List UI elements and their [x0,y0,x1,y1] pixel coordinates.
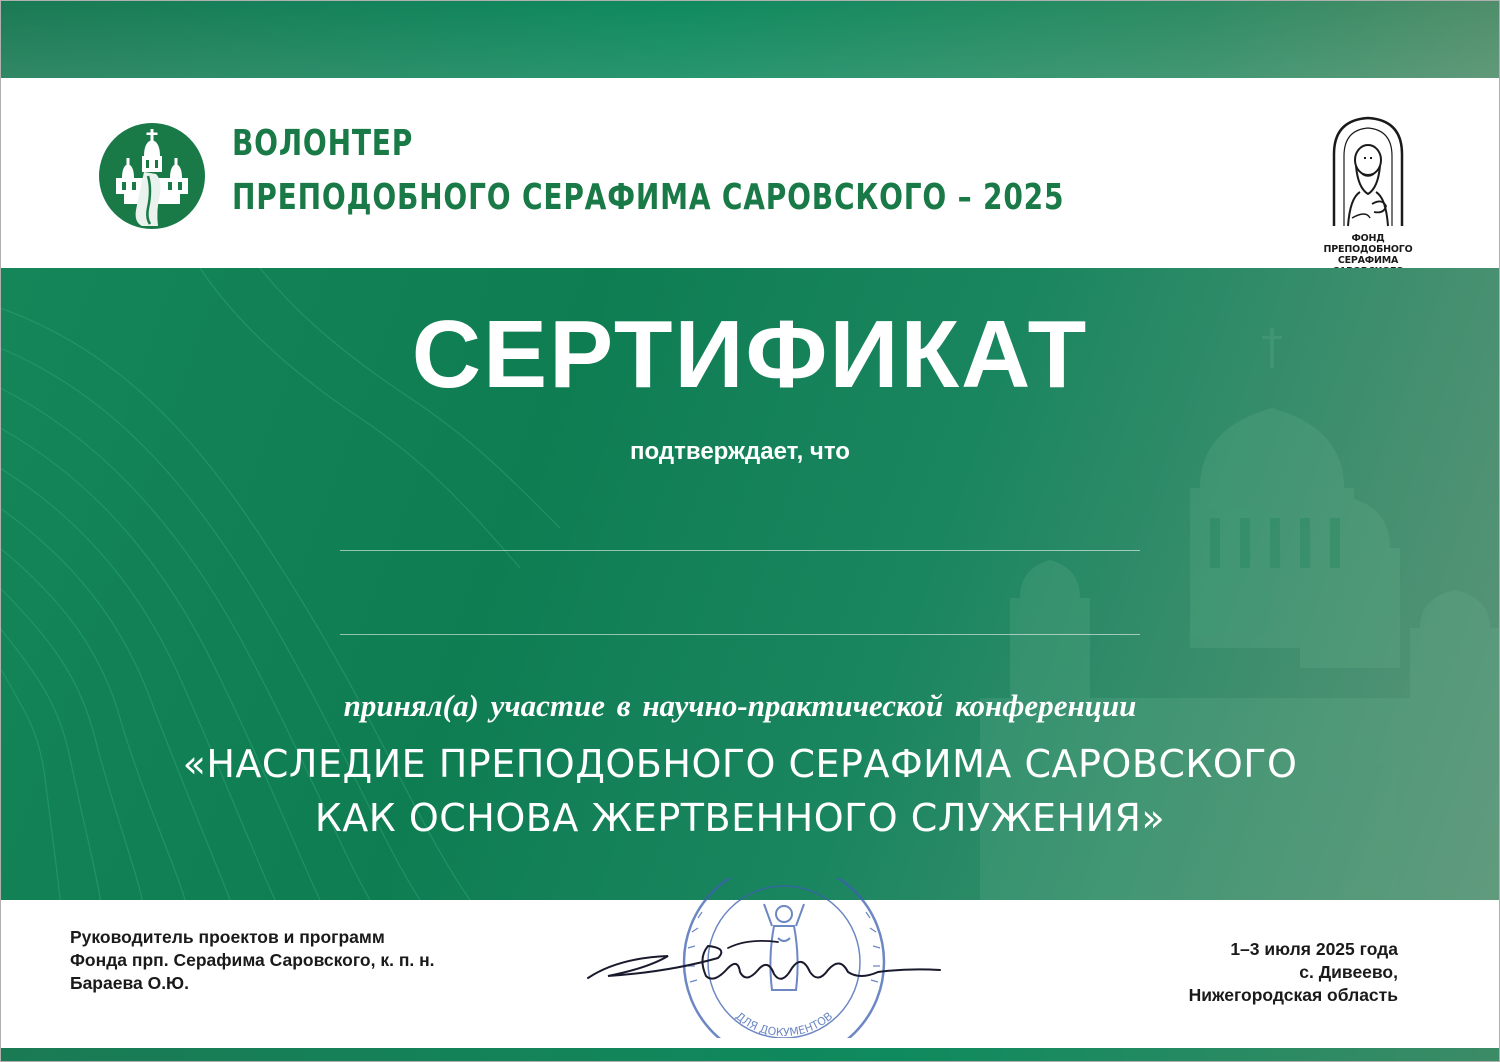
name-line-1 [340,550,1140,551]
top-green-band [0,0,1500,78]
cathedral-emblem-icon [96,120,208,232]
saint-seraphim-portrait-icon [1326,114,1410,230]
program-title [232,123,1299,218]
stamp-caption: ДЛЯ ДОКУМЕНТОВ [732,1009,836,1038]
fund-logo-line1: ФОНД ПРЕПОДОБНОГО [1323,233,1413,255]
fund-logo-line2: СЕРАФИМА [1337,254,1399,266]
confirms-text: подтверждает, что [630,438,850,465]
conference-name-line2: КАК ОСНОВА ЖЕРТВЕННОГО СЛУЖЕНИЯ» [314,796,1166,840]
event-village: с. Дивеево, [1299,961,1398,982]
program-title-line1: ВОЛОНТЕР [232,123,414,164]
signature [578,928,950,998]
event-region: Нижегородская область [1188,984,1398,1005]
signer-line1: Руководитель проектов и программ [70,927,385,947]
name-line-2 [340,634,1140,635]
fund-logo [1314,114,1422,264]
certificate-title: СЕРТИФИКАТ [411,301,1089,408]
place-date-block [1189,938,1398,1006]
signer-line2: Фонда прп. Серафима Саровского, к. п. н. [70,949,435,970]
conference-name-line1: «НАСЛЕДИЕ ПРЕПОДОБНОГО СЕРАФИМА САРОВСКОГО [182,742,1298,786]
participation-text: принял(а) участие в научно-практической конференции [343,688,1137,723]
signer-line3: Бараева О.Ю. [70,972,189,993]
program-title-line2: ПРЕПОДОБНОГО СЕРАФИМА САРОВСКОГО – 2025 [232,177,1065,218]
signer-block [70,926,435,994]
event-date: 1–3 июля 2025 года [1230,939,1398,959]
bottom-green-band [0,1048,1500,1062]
